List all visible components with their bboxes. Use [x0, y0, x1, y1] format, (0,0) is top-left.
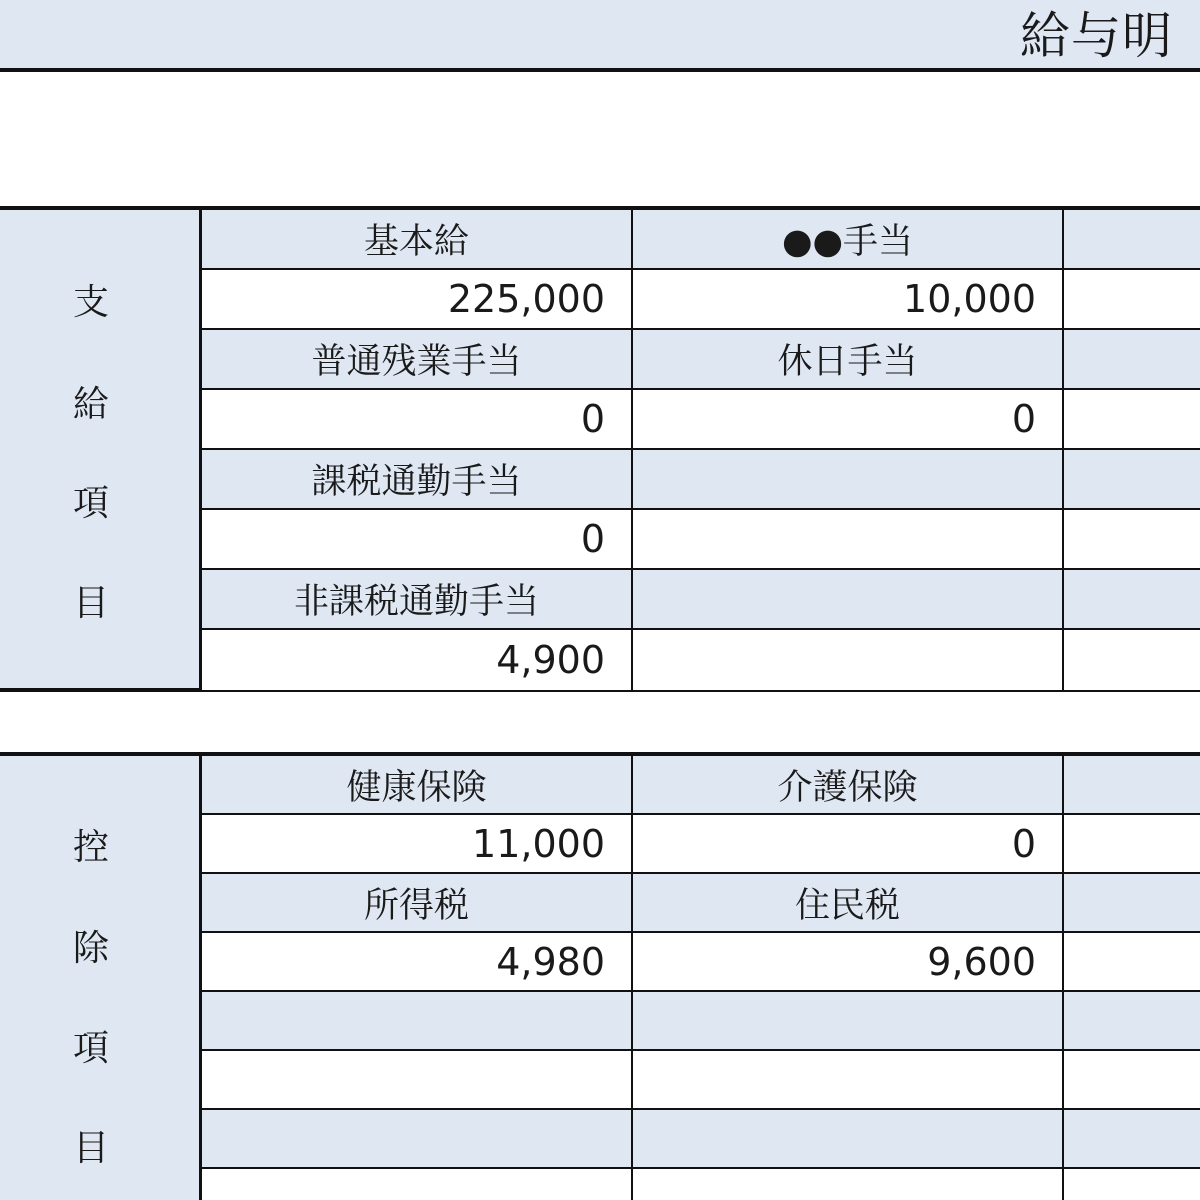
- empty-value-cell: [633, 1051, 1064, 1110]
- deductions-item-value: 11,000: [202, 815, 633, 874]
- earnings-item-value: 0: [202, 390, 633, 450]
- empty-value-cell: [1064, 390, 1200, 450]
- earnings-label-char: 目: [72, 583, 109, 624]
- earnings-item-label: 課税通勤手当: [202, 450, 633, 510]
- empty-label-cell: [1064, 756, 1200, 815]
- empty-value-cell: [1064, 933, 1200, 992]
- earnings-item-value: 0: [633, 390, 1064, 450]
- deductions-item-label: 住民税: [633, 874, 1064, 933]
- empty-label-cell: [633, 992, 1064, 1051]
- empty-label-cell: [633, 450, 1064, 510]
- empty-label-cell: [202, 992, 633, 1051]
- document-title: 給与明: [1020, 7, 1173, 65]
- empty-label-cell: [1064, 330, 1200, 390]
- empty-value-cell: [1064, 630, 1200, 690]
- earnings-item-label: 非課税通勤手当: [202, 570, 633, 630]
- empty-value-cell: [633, 1169, 1064, 1200]
- deductions-item-label: 介護保険: [633, 756, 1064, 815]
- title-rule: [0, 68, 1200, 72]
- earnings-item-label: ●●手当: [633, 210, 1064, 270]
- earnings-section-label: [0, 210, 202, 688]
- earnings-item-value: 10,000: [633, 270, 1064, 330]
- deductions-item-label: 健康保険: [202, 756, 633, 815]
- title-band: [0, 0, 1200, 68]
- deductions-item-value: 4,980: [202, 933, 633, 992]
- empty-value-cell: [1064, 1051, 1200, 1110]
- earnings-label-char: 支: [72, 282, 109, 323]
- empty-label-cell: [202, 1110, 633, 1169]
- earnings-label-char: 給: [72, 384, 109, 425]
- earnings-section: [0, 206, 1200, 692]
- empty-label-cell: [633, 1110, 1064, 1169]
- empty-value-cell: [1064, 270, 1200, 330]
- empty-label-cell: [1064, 874, 1200, 933]
- deductions-item-value: 0: [633, 815, 1064, 874]
- earnings-grid: [202, 210, 1200, 690]
- deductions-section: [0, 752, 1200, 1200]
- empty-label-cell: [1064, 992, 1200, 1051]
- deductions-label-char: 項: [72, 1028, 109, 1069]
- empty-label-cell: [1064, 450, 1200, 510]
- deductions-label-char: 除: [72, 928, 109, 969]
- deductions-section-label: [0, 756, 202, 1200]
- empty-value-cell: [1064, 815, 1200, 874]
- empty-label-cell: [633, 570, 1064, 630]
- earnings-label-char: 項: [72, 483, 109, 524]
- earnings-item-label: 休日手当: [633, 330, 1064, 390]
- empty-value-cell: [202, 1169, 633, 1200]
- empty-value-cell: [1064, 510, 1200, 570]
- earnings-item-value: 0: [202, 510, 633, 570]
- empty-label-cell: [1064, 1110, 1200, 1169]
- earnings-item-label: 基本給: [202, 210, 633, 270]
- empty-value-cell: [633, 630, 1064, 690]
- deductions-grid: [202, 756, 1200, 1200]
- deductions-label-char: 目: [72, 1128, 109, 1169]
- empty-value-cell: [202, 1051, 633, 1110]
- earnings-item-value: 4,900: [202, 630, 633, 690]
- empty-label-cell: [1064, 210, 1200, 270]
- empty-value-cell: [633, 510, 1064, 570]
- empty-value-cell: [1064, 1169, 1200, 1200]
- deductions-label-char: 控: [72, 827, 109, 868]
- earnings-item-value: 225,000: [202, 270, 633, 330]
- deductions-item-value: 9,600: [633, 933, 1064, 992]
- deductions-item-label: 所得税: [202, 874, 633, 933]
- earnings-item-label: 普通残業手当: [202, 330, 633, 390]
- empty-label-cell: [1064, 570, 1200, 630]
